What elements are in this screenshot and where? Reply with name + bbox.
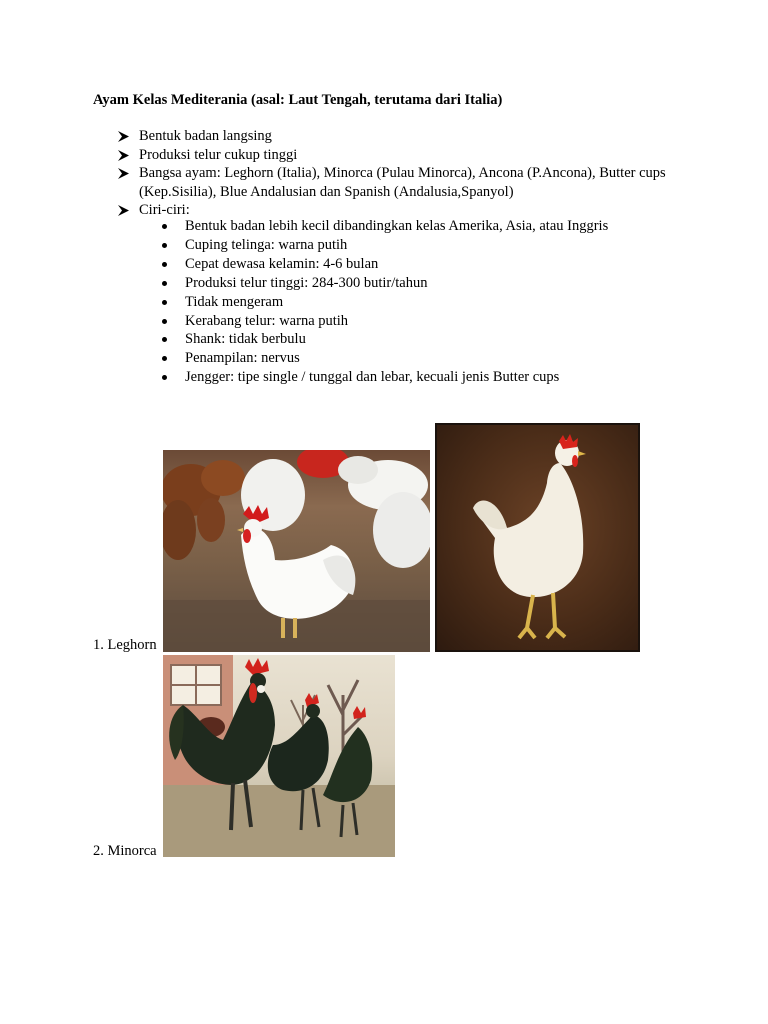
list-item (117, 146, 699, 165)
figure-caption-minorca: 2. Minorca (93, 843, 157, 859)
list-item (162, 293, 608, 312)
bullet-dot-icon (162, 300, 167, 305)
bullet-dot-icon (162, 356, 167, 361)
list-item (117, 164, 699, 201)
arrow-bullet-icon (117, 168, 129, 179)
bullet-dot-icon (162, 281, 167, 286)
figure-caption-leghorn: 1. Leghorn (93, 637, 157, 653)
list-item (117, 127, 699, 146)
bullet-text: Penampilan: nervus (185, 350, 300, 367)
bullet-text: Jengger: tipe single / tunggal dan lebar, kecuali jenis Butter cups (185, 369, 560, 386)
list-item (162, 368, 608, 387)
list-item (162, 330, 608, 349)
bullet-dot-icon (162, 262, 167, 267)
bullet-text: Bentuk badan langsing (139, 128, 272, 144)
bullet-dot-icon (162, 337, 167, 342)
bullet-text: Kerabang telur: warna putih (185, 312, 349, 329)
bullet-text: Shank: tidak berbulu (185, 331, 306, 348)
page-title: Ayam Kelas Mediterania (asal: Laut Tengah, terutama dari Italia) (93, 92, 503, 108)
minorca-painting (163, 655, 395, 857)
list-item (162, 236, 608, 255)
list-item (162, 312, 608, 331)
bullet-text: Produksi telur tinggi: 284-300 butir/tahun (185, 274, 428, 291)
bullet-dot-icon (162, 224, 167, 229)
bullet-text: Cepat dewasa kelamin: 4-6 bulan (185, 255, 379, 272)
leghorn-flock-photo (163, 450, 430, 652)
bullet-dot-icon (162, 243, 167, 248)
arrow-bullet-icon (117, 150, 129, 161)
bullet-dot-icon (162, 319, 167, 324)
arrow-bullet-icon (117, 131, 129, 142)
list-item (162, 349, 608, 368)
bullet-text: Cuping telinga: warna putih (185, 236, 348, 253)
bullet-text: Ciri-ciri: (139, 202, 190, 218)
bullet-text: Bangsa ayam: Leghorn (Italia), Minorca (Pulau Minorca), Ancona (P.Ancona), Butter cups (Kep.Sisilia), Blue Andalusian dan Spanish (Andalusia,Spanyol) (139, 165, 666, 200)
ciri-ciri-list (162, 217, 608, 387)
arrow-bullet-icon (117, 205, 129, 216)
list-item (162, 274, 608, 293)
bullet-text: Produksi telur cukup tinggi (139, 146, 298, 163)
list-item (162, 217, 608, 236)
bullet-text: Tidak mengeram (185, 293, 284, 310)
bullet-text: Bentuk badan lebih kecil dibandingkan kelas Amerika, Asia, atau Inggris (185, 218, 609, 234)
main-bullet-list (117, 127, 699, 220)
leghorn-studio-photo (435, 423, 640, 652)
bullet-dot-icon (162, 375, 167, 380)
list-item (162, 255, 608, 274)
